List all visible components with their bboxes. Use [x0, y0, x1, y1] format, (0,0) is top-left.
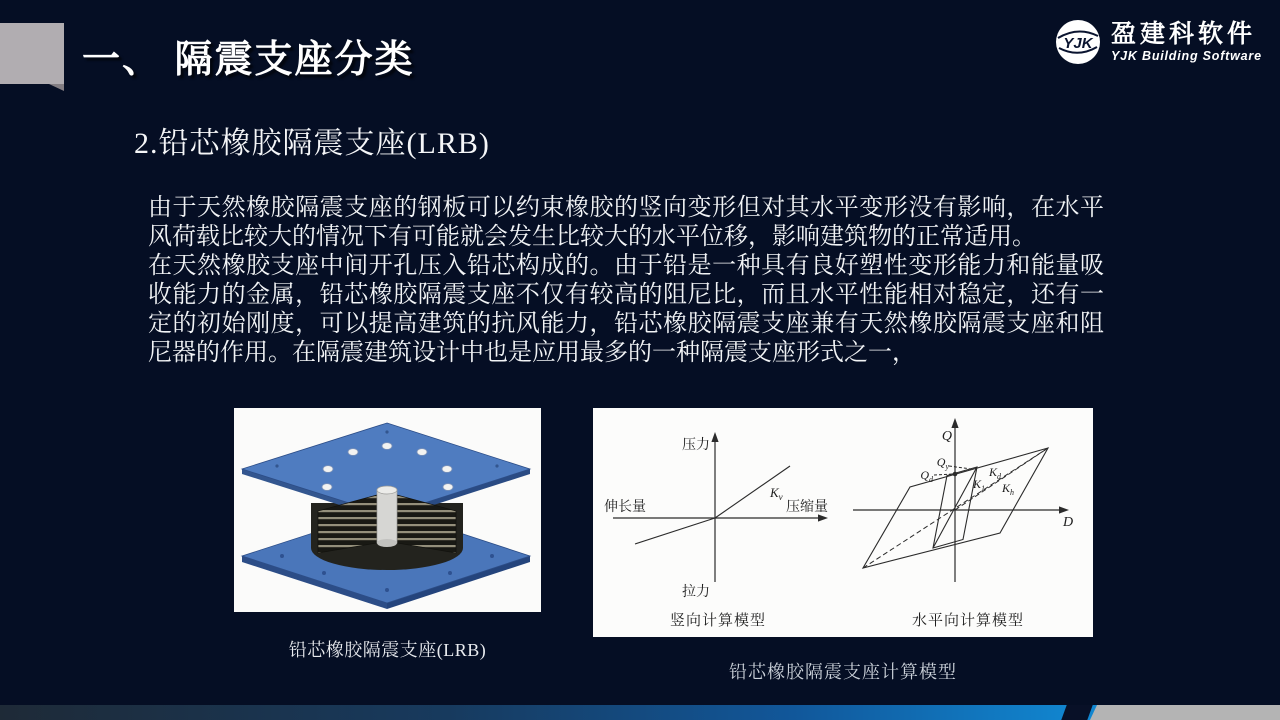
horizontal-model: [843, 408, 1093, 637]
label-q-axis: Q: [941, 429, 952, 444]
body-paragraphs: [148, 194, 1104, 368]
horizontal-model-caption: 水平向计算模型: [911, 613, 1024, 629]
vertical-model-chart: [593, 408, 843, 603]
label-d-axis: D: [1063, 515, 1074, 530]
figure-lrb-bearing: [234, 408, 541, 612]
label-compression: 压缩量: [786, 500, 828, 515]
label-kv: $K_v$: [770, 485, 783, 502]
brand-name-cn: 盈建科软件: [1111, 20, 1257, 49]
yjk-logo-icon: [1054, 18, 1102, 66]
figure-caption-bearing: 铅芯橡胶隔震支座(LRB): [288, 640, 487, 660]
vertical-model: [593, 408, 843, 637]
logo: [1054, 18, 1262, 66]
corner-accent-square: [0, 23, 64, 84]
label-kd: $K_d$: [989, 465, 1002, 481]
label-tension: 拉力: [682, 585, 710, 600]
page-title: 一、 隔震支座分类: [82, 39, 415, 81]
brand-name-en: YJK Building Software: [1111, 48, 1262, 63]
logo-text: [1111, 21, 1262, 62]
label-elongation: 伸长量: [604, 500, 646, 515]
horizontal-model-chart: [843, 408, 1093, 603]
figure-calculation-models: [593, 408, 1093, 637]
label-k1: $K_1$: [973, 477, 986, 493]
paragraph-2: 在天然橡胶支座中间开孔压入铅芯构成的。由于铅是一种具有良好塑性变形能力和能量吸收能力的金属，铅芯橡胶隔震支座不仅有较高的阻尼比，而且水平性能相对稳定，还有一定的初始刚度，可以提高建筑的抗风能力，铅芯橡胶隔震支座兼有天然橡胶隔震支座和阻尼器的作用。在隔震建筑设计中也是应用最多的一种隔震支座形式之一，: [148, 253, 1104, 366]
bottom-bar-gray-segment: [1090, 705, 1280, 720]
bottom-bar-divider: [1061, 705, 1092, 720]
lrb-bearing-3d-image: [234, 408, 541, 612]
label-kh: $K_h$: [1002, 481, 1015, 497]
figure-caption-models: 铅芯橡胶隔震支座计算模型: [729, 662, 957, 682]
label-qd: $Q_d$: [920, 468, 933, 484]
paragraph-1: 由于天然橡胶隔震支座的钢板可以约束橡胶的竖向变形但对其水平变形没有影响，在水平风荷载比较大的情况下有可能就会发生比较大的水平位移，影响建筑物的正常适用。: [148, 195, 1104, 250]
vertical-model-caption: 竖向计算模型: [669, 613, 766, 629]
label-pressure: 压力: [682, 438, 710, 453]
label-qy: $Q_y$: [936, 455, 949, 471]
section-subtitle: 2.铅芯橡胶隔震支座(LRB): [134, 127, 490, 160]
corner-fold-triangle: [49, 84, 64, 91]
yjk-logo-text: YJK: [1063, 35, 1093, 52]
bottom-bar: [0, 705, 1280, 720]
